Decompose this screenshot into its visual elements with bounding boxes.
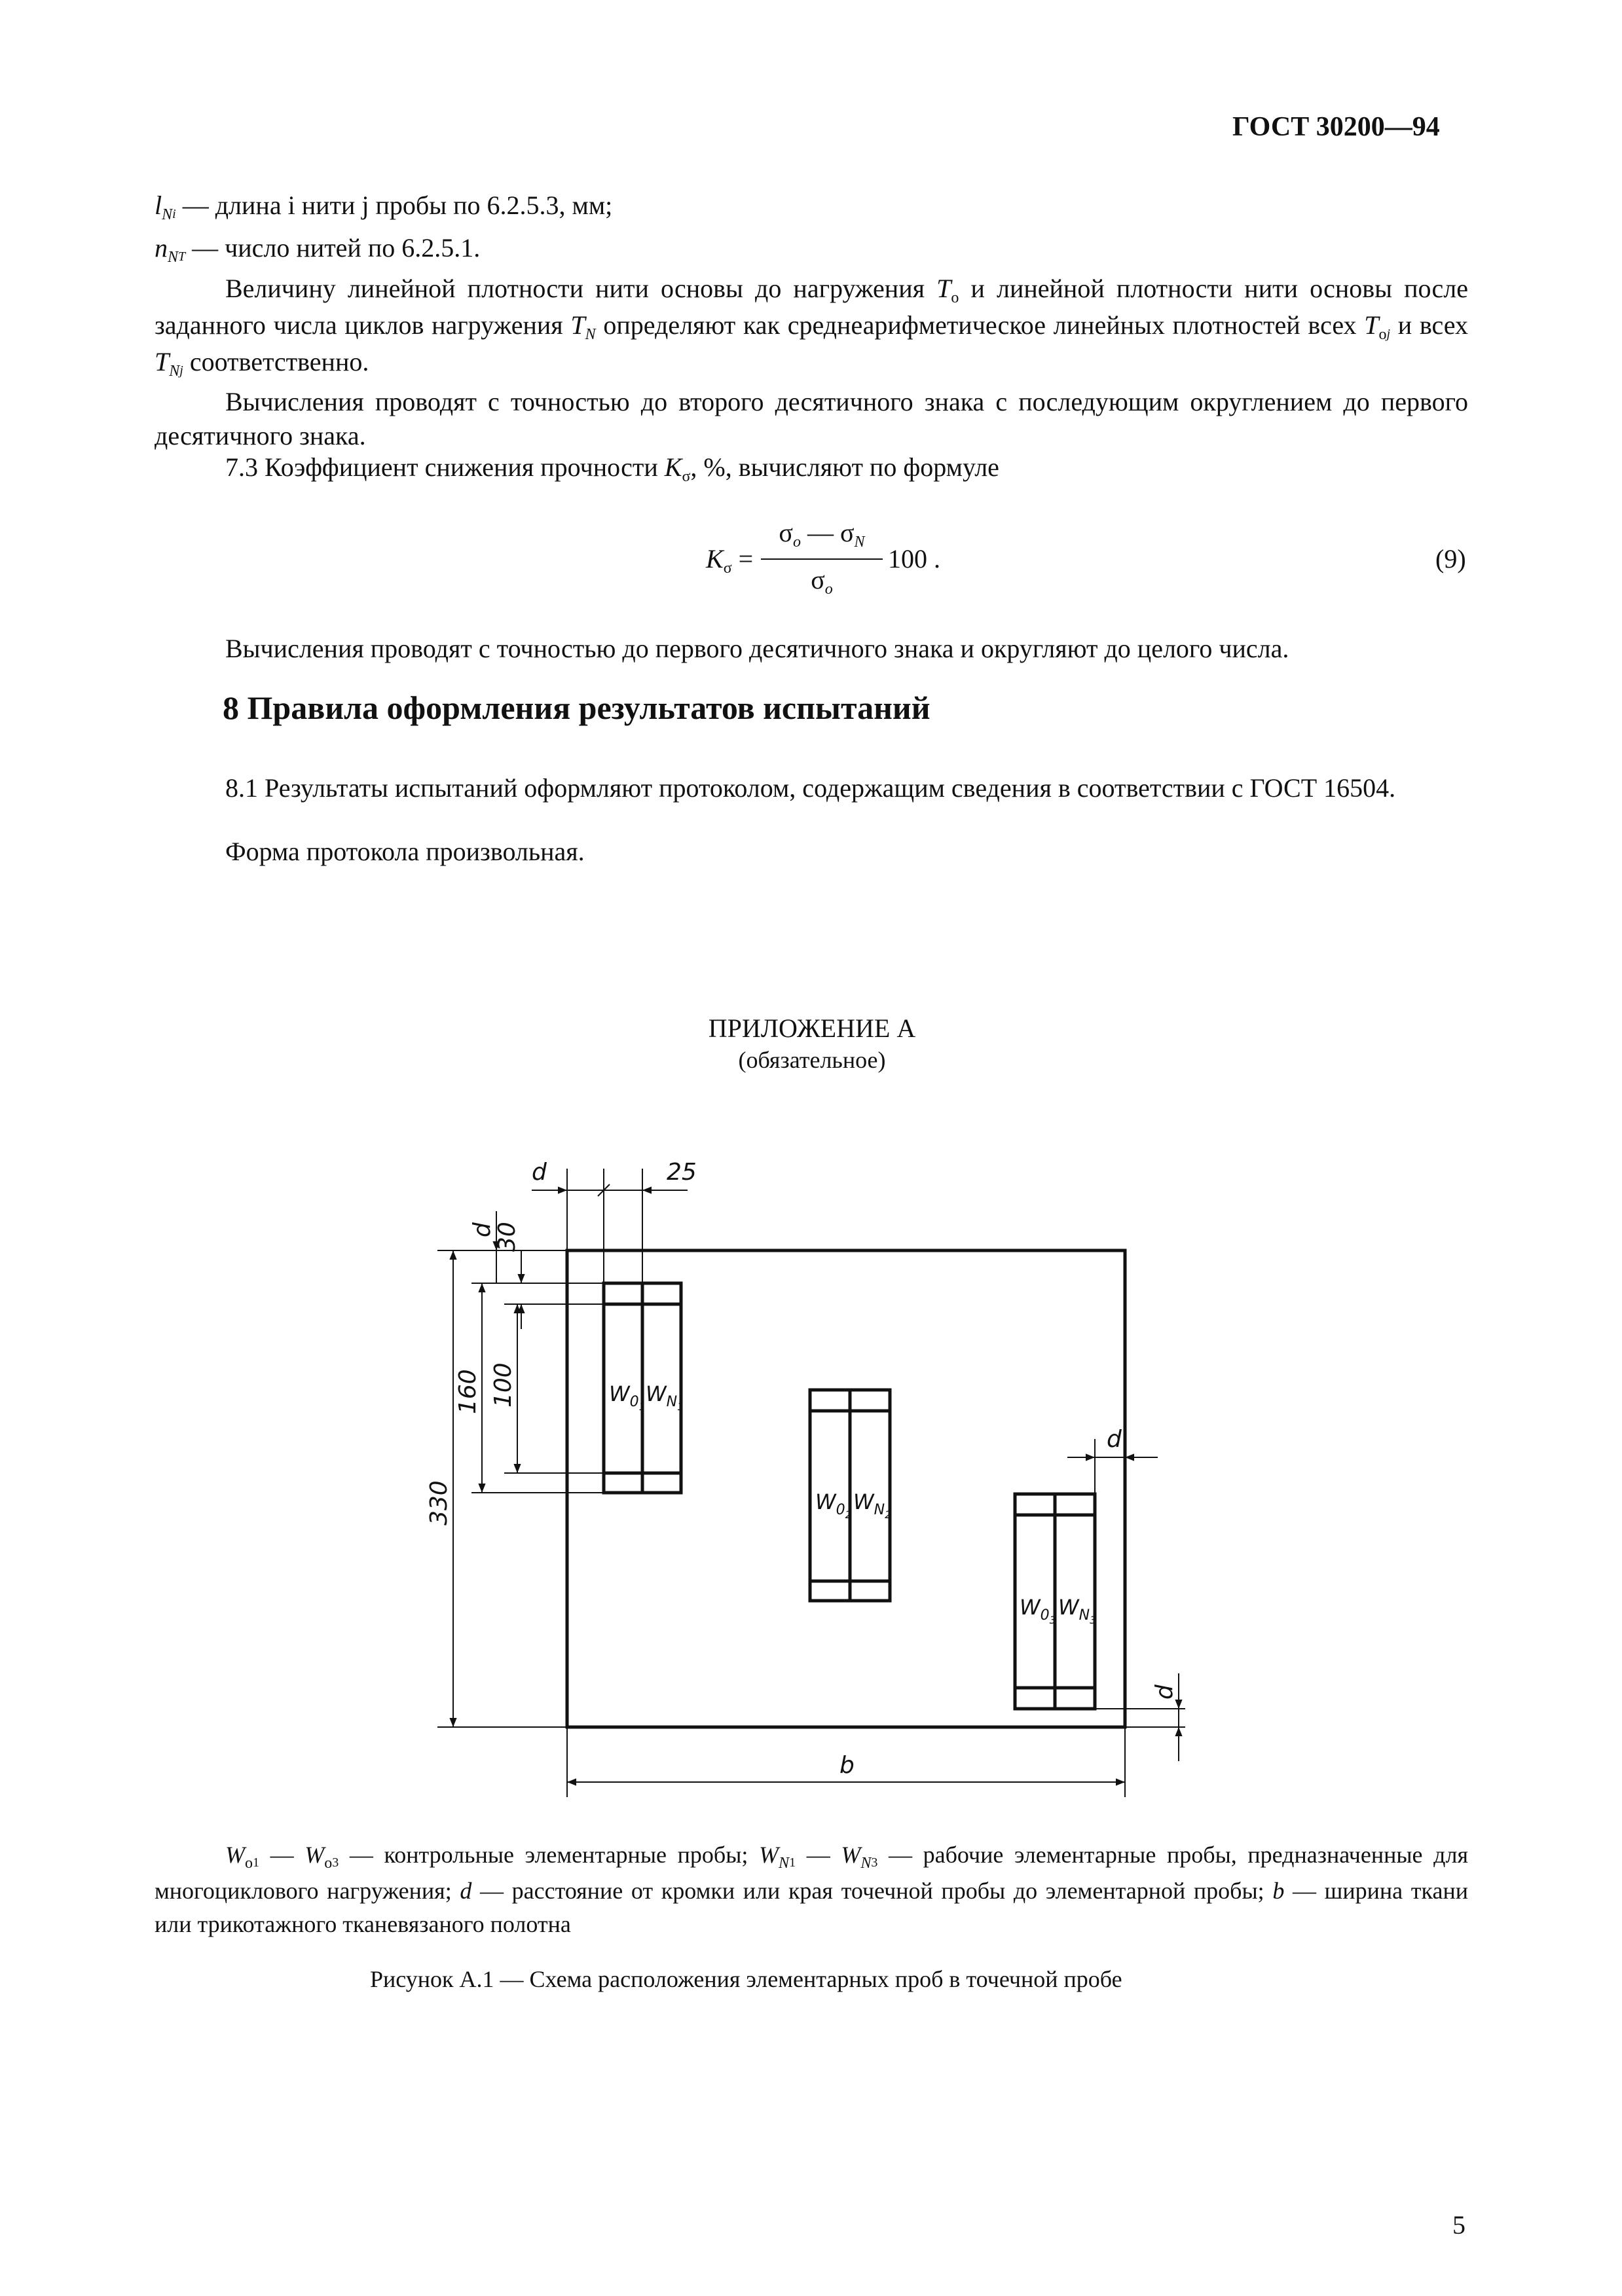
symbol-n: n — [155, 233, 168, 263]
paragraph-form: Форма протокола произвольная. — [225, 837, 585, 866]
legend-sub: о — [324, 1855, 333, 1872]
text-fragment: и всех — [1397, 310, 1468, 340]
text-fragment: и линейной плотности нити основы после заданного числа циклов нагружения — [155, 274, 1468, 340]
page-number: 5 — [1452, 2210, 1465, 2240]
svg-text:WN3: $W_N3$ — [1058, 1595, 1097, 1626]
legend-w: W — [225, 1842, 245, 1868]
svg-text:WN1: $W_N1$ — [646, 1381, 684, 1413]
legend-dash: — — [796, 1842, 841, 1868]
text-fragment: , %, вычисляют по формуле — [690, 452, 999, 482]
symbol-sub: о — [951, 289, 959, 306]
symbol-sub: о — [1378, 326, 1387, 344]
label-wn1 — [646, 1381, 684, 1413]
text-fragment: 7.3 Коэффициент снижения прочности — [225, 452, 658, 482]
label-330: 330 — [426, 1480, 452, 1525]
svg-text:W02: $W_02$ — [815, 1489, 852, 1521]
text-fragment: определяют как среднеарифметическое линейных плотностей всех — [603, 310, 1357, 340]
formula-denominator: σ — [811, 565, 825, 594]
formula-factor: 100 . — [888, 544, 940, 574]
legend-subsub: 1 — [253, 1855, 259, 1870]
label-30: 30 — [494, 1222, 521, 1252]
legend-subsub: 3 — [871, 1855, 878, 1870]
label-w01 — [609, 1381, 646, 1413]
formula-lhs-sub: σ — [723, 560, 732, 577]
symbol-subsub-t: T — [178, 249, 186, 264]
label-top-d: d — [532, 1159, 547, 1186]
svg-text:W03: $W_03$ — [1020, 1595, 1056, 1626]
definition-text: — число нитей по 6.2.5.1. — [185, 233, 481, 263]
legend-w: W — [759, 1842, 779, 1868]
legend-sub: о — [245, 1855, 253, 1872]
legend-subsub: 3 — [332, 1855, 339, 1870]
label-wn3 — [1058, 1595, 1096, 1626]
appendix-title: ПРИЛОЖЕНИЕ А — [708, 1013, 916, 1043]
svg-text:W01: $W_01$ — [609, 1381, 646, 1413]
text-fragment: соответственно. — [189, 347, 369, 377]
legend-text: — рабочие элементарные пробы, предназначенные для многоциклового нагружения; — [155, 1842, 1469, 1904]
definition-text: — длина i нити j пробы по 6.2.5.3, мм; — [175, 191, 613, 220]
paragraph-calc-precision: Вычисления проводят с точностью до второго десятичного знака с последующим округлением до первого десятичного знака. — [155, 387, 1468, 450]
formula-number: (9) — [1435, 544, 1466, 574]
text-fragment: Величину линейной плотности нити основы до нагружения — [225, 274, 925, 303]
sample-outline — [567, 1250, 1125, 1727]
label-w03 — [1020, 1595, 1056, 1626]
appendix-subtitle: (обязательное) — [738, 1047, 886, 1073]
symbol-sub: N — [585, 326, 596, 344]
legend-sub: N — [779, 1855, 790, 1872]
label-100: 100 — [490, 1362, 517, 1408]
figure-legend — [155, 1838, 1468, 1941]
paragraph-8-1: 8.1 Результаты испытаний оформляют протоколом, содержащим сведения в соответствии с ГОСТ 16504. — [225, 773, 1396, 803]
symbol-sub: N — [169, 363, 180, 380]
legend-subsub: 1 — [789, 1855, 796, 1870]
document-header: ГОСТ 30200—94 — [1232, 112, 1440, 142]
label-wn2 — [853, 1489, 891, 1521]
symbol-subsub-i: i — [172, 207, 176, 221]
figure-caption: Рисунок А.1 — Схема расположения элементарных проб в точечной пробе — [370, 1966, 1122, 1992]
symbol-t: T — [570, 310, 585, 340]
formula-lhs: K — [706, 544, 724, 574]
svg-text:WN2: $W_N2$ — [853, 1489, 892, 1521]
label-b: b — [839, 1752, 855, 1779]
symbol-sub-n: N — [168, 249, 179, 266]
legend-text: — контрольные элементарные пробы; — [339, 1842, 760, 1868]
formula-sub: o — [824, 581, 833, 598]
label-160: 160 — [454, 1369, 481, 1414]
symbol-t: T — [155, 347, 170, 377]
legend-sub: N — [860, 1855, 872, 1872]
formula-sub: N — [854, 534, 865, 551]
legend-d: d — [460, 1878, 472, 1904]
section-title: 8 Правила оформления результатов испытаний — [223, 689, 931, 726]
symbol-sub-n: N — [162, 206, 173, 223]
label-bottom-d: d — [1151, 1685, 1178, 1700]
legend-w: W — [304, 1842, 325, 1868]
symbol-k: K — [664, 452, 682, 482]
symbol-subsub: j — [179, 363, 183, 378]
label-25: 25 — [667, 1159, 697, 1186]
legend-w: W — [841, 1842, 861, 1868]
label-w02 — [815, 1489, 852, 1521]
paragraph-calc-rounding: Вычисления проводят с точностью до первого десятичного знака и округляют до целого числа. — [225, 634, 1289, 663]
label-left-d: d — [469, 1222, 496, 1237]
legend-text: — расстояние от кромки или края точечной пробы до элементарной пробы; — [471, 1878, 1273, 1904]
formula-numerator: σ — [779, 518, 793, 547]
symbol-l: l — [155, 191, 162, 220]
symbol-t: T — [936, 274, 951, 303]
symbol-subsub: j — [1386, 327, 1391, 342]
label-right-d: d — [1107, 1426, 1122, 1453]
formula-equals: = — [738, 544, 754, 574]
legend-text: — ширина ткани или трикотажного тканевязаного полотна — [155, 1878, 1468, 1938]
symbol-sub: σ — [682, 468, 691, 485]
formula-sub: o — [792, 534, 801, 551]
formula-minus: — σ — [800, 518, 855, 547]
legend-dash: — — [259, 1842, 305, 1868]
symbol-t: T — [1364, 310, 1379, 340]
legend-b: b — [1272, 1878, 1285, 1904]
